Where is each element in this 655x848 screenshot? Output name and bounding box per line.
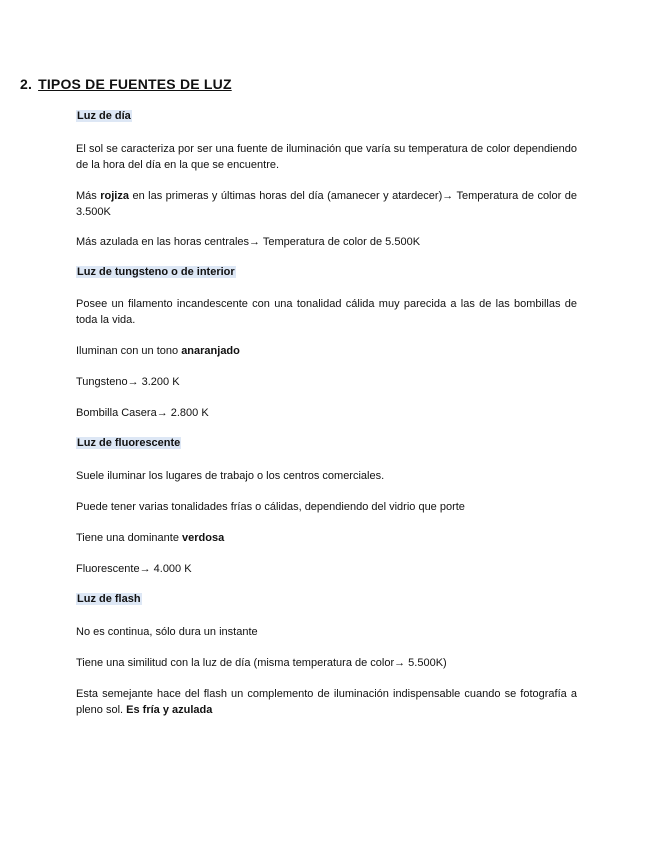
subheading-luz-de-tungsteno: Luz de tungsteno o de interior	[77, 266, 235, 278]
heading-title: TIPOS DE FUENTES DE LUZ	[38, 76, 232, 92]
paragraph: Tiene una similitud con la luz de día (misma temperatura de color→ 5.500K)	[76, 657, 447, 669]
subheading-luz-de-fluorescente: Luz de fluorescente	[77, 437, 181, 449]
section-heading	[20, 76, 232, 92]
paragraph: Más azulada en las horas centrales→ Temperatura de color de 5.500K	[76, 236, 421, 248]
paragraph: No es continua, sólo dura un instante	[76, 626, 258, 638]
paragraph: Iluminan con un tono anaranjado	[76, 345, 240, 357]
subheading-luz-de-flash: Luz de flash	[77, 593, 141, 605]
paragraph: Puede tener varias tonalidades frías o cálidas, dependiendo del vidrio que porte	[76, 501, 465, 513]
heading-number: 2.	[20, 76, 33, 92]
paragraph: Fluorescente→ 4.000 K	[76, 563, 192, 575]
paragraph: Más rojiza en las primeras y últimas horas del día (amanecer y atardecer)→ Temperatura de color de 3.500K	[76, 190, 577, 218]
paragraph: Tungsteno→ 3.200 K	[76, 376, 180, 388]
paragraph: Bombilla Casera→ 2.800 K	[76, 407, 209, 419]
paragraph: Suele iluminar los lugares de trabajo o los centros comerciales.	[76, 470, 385, 482]
paragraph: Esta semejante hace del flash un complemento de iluminación indispensable cuando se fotografía a pleno sol. Es fría y azulada	[76, 688, 577, 716]
paragraph: Posee un filamento incandescente con una tonalidad cálida muy parecida a las de las bombillas de toda la vida.	[76, 298, 577, 326]
subheading-luz-de-dia: Luz de día	[77, 110, 131, 122]
paragraph: Tiene una dominante verdosa	[76, 532, 225, 544]
paragraph: El sol se caracteriza por ser una fuente de iluminación que varía su temperatura de color dependiendo de la hora del día en la que se encuentre.	[76, 143, 577, 171]
